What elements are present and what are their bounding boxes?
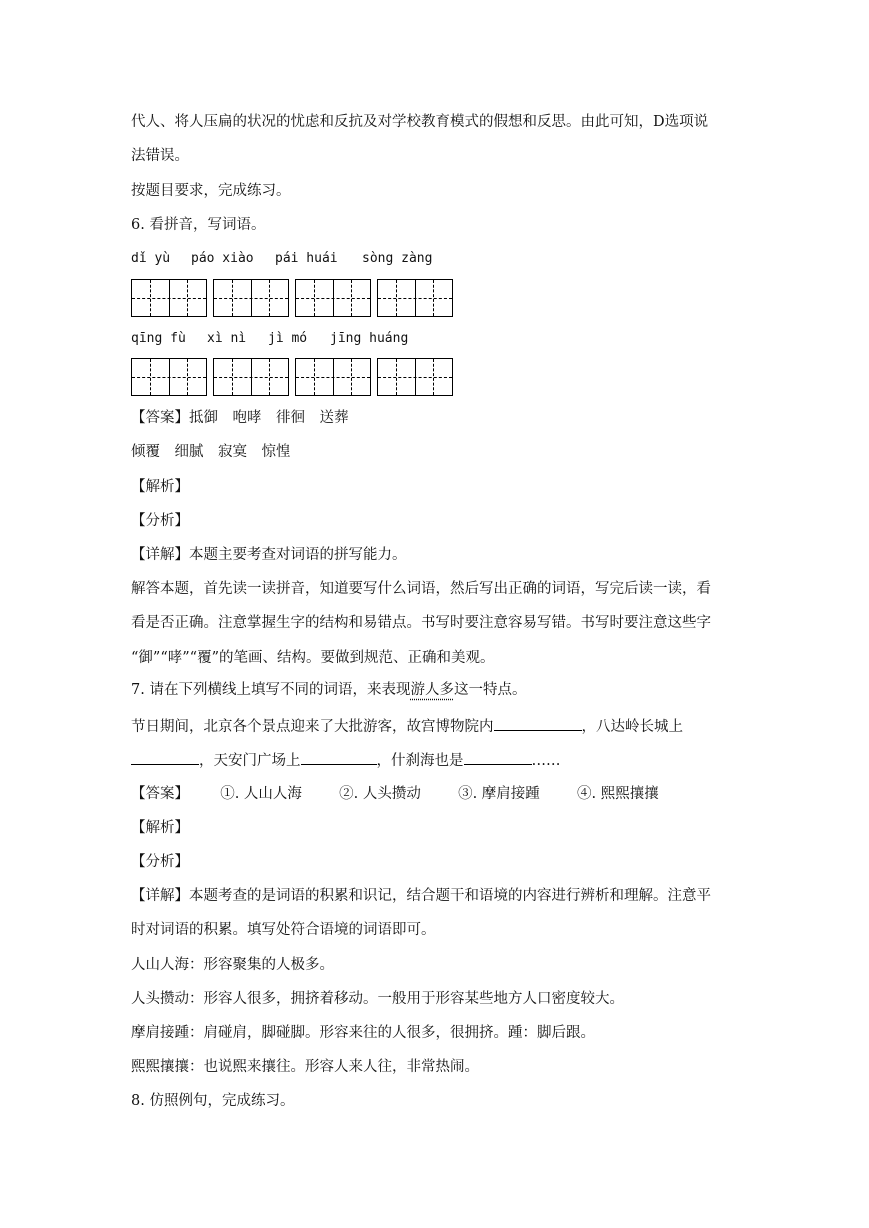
writing-box[interactable] [213,358,289,396]
fill-blank[interactable] [131,750,199,765]
pinyin-label: jì mó [268,331,308,346]
pinyin-label: pái huái [275,251,338,266]
answer-item: ②. 人头攒动 [339,786,421,802]
answer-7-line [131,784,659,804]
answer-line: 倾覆 细腻 寂寞 惊惶 [131,444,291,460]
pinyin-label: jīng huáng [330,331,409,346]
answer-item: ①. 人山人海 [220,786,302,802]
section-heading: 【分析】 [131,513,189,529]
emphasis-dotted-text: 游人多 [410,682,454,698]
writing-box[interactable] [131,358,207,396]
writing-box[interactable] [377,279,453,317]
fill-blank[interactable] [301,750,377,765]
definition-line: 人山人海：形容聚集的人极多。 [131,957,334,973]
writing-box[interactable] [377,358,453,396]
text-line: 解答本题，首先读一读拼音，知道要写什么词语，然后写出正确的词语，写完后读一读，看 [131,581,711,597]
text-line: 代人、将人压扁的状况的忧虑和反抗及对学校教育模式的假想和反思。由此可知，D选项说 [131,114,709,130]
fill-blank[interactable] [494,716,582,731]
writing-box[interactable] [295,279,371,317]
section-heading: 【解析】 [131,479,189,495]
writing-box[interactable] [295,358,371,396]
pinyin-label: qīng fù [131,331,186,346]
fill-blank[interactable] [464,750,532,765]
definition-line: 摩肩接踵：肩碰肩，脚碰脚。形容来往的人很多，很拥挤。踵：脚后跟。 [131,1025,595,1041]
pinyin-label: páo xiào [191,251,254,266]
definition-line: 熙熙攘攘：也说熙来攘往。形容人来人往，非常热闹。 [131,1059,479,1075]
text-line: 看是否正确。注意掌握生字的结构和易错点。书写时要注意容易写错。书写时要注意这些字 [131,615,711,631]
pinyin-label: dǐ yù [131,251,171,266]
question-7-title [131,680,526,700]
fill-sentence-line-2: ，天安门广场上 ，什刹海也是 …… [131,750,561,771]
pinyin-label: sòng zàng [362,251,433,266]
pinyin-label: xì nì [207,331,247,346]
q7-prefix: 7. 请在下列横线上填写不同的词语，来表现 [131,682,411,698]
answer-line: 【答案】抵御 咆哮 徘徊 送葬 [131,410,349,426]
question-6-title: 6. 看拼音，写词语。 [131,217,266,233]
section-heading: 【解析】 [131,820,189,836]
text-line: 法错误。 [131,148,189,164]
definition-line: 人头攒动：形容人很多，拥挤着移动。一般用于形容某些地方人口密度较大。 [131,991,624,1007]
writing-box[interactable] [213,279,289,317]
answer-item: ④. 熙熙攘攘 [577,786,659,802]
fill-sentence-line-1: 节日期间，北京各个景点迎来了大批游客，故宫博物院内 ，八达岭长城上 [131,716,683,737]
answer-label: 【答案】 [131,786,189,802]
text-line: 按题目要求，完成练习。 [131,183,291,199]
writing-box[interactable] [131,279,207,317]
section-heading: 【分析】 [131,854,189,870]
q7-suffix: 这一特点。 [453,682,527,698]
text-line: 时对词语的积累。填写处符合语境的词语即可。 [131,922,436,938]
text-line: “御”“哮”“覆”的笔画、结构。要做到规范、正确和美观。 [131,650,495,666]
text-line: 【详解】本题考查的是词语的积累和识记，结合题干和语境的内容进行辨析和理解。注意平 [131,888,711,904]
question-8-title: 8. 仿照例句，完成练习。 [131,1093,295,1109]
answer-item: ③. 摩肩接踵 [458,786,540,802]
text-line: 【详解】本题主要考查对词语的拼写能力。 [131,547,407,563]
